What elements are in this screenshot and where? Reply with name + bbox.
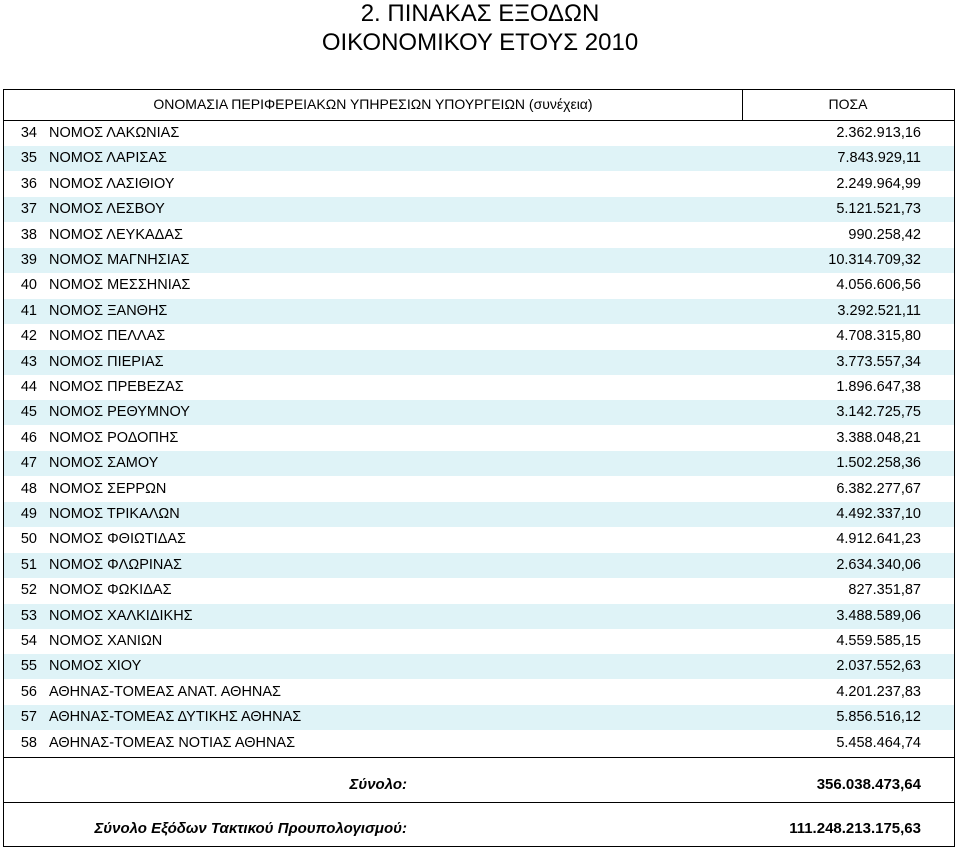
row-number: 54 [20, 633, 37, 649]
grand-total-label: Σύνολο Εξόδων Τακτικού Προυπολογισμού: [94, 820, 407, 837]
row-name: ΝΟΜΟΣ ΠΕΛΛΑΣ [49, 328, 166, 345]
row-number: 48 [20, 480, 37, 497]
row-number: 35 [20, 150, 37, 167]
row-amount: 4.912.641,23 [836, 531, 921, 548]
table-row [4, 400, 954, 425]
row-amount: 1.896.647,38 [836, 379, 921, 395]
table-row [4, 223, 954, 248]
row-name: ΝΟΜΟΣ ΧΑΝΙΩΝ [49, 633, 163, 649]
row-number: 41 [20, 302, 37, 319]
row-number: 52 [20, 582, 37, 599]
row-name: ΝΟΜΟΣ ΧΙΟΥ [49, 658, 142, 675]
table-row [4, 426, 954, 451]
row-name: ΝΟΜΟΣ ΠΡΕΒΕΖΑΣ [49, 379, 184, 395]
row-name: ΑΘΗΝΑΣ-ΤΟΜΕΑΣ ΔΥΤΙΚΗΣ ΑΘΗΝΑΣ [49, 709, 302, 726]
table-header [4, 90, 954, 120]
row-number: 49 [20, 506, 37, 522]
table-row [4, 324, 954, 349]
table-row [4, 375, 954, 400]
row-amount: 6.382.277,67 [836, 480, 921, 497]
row-number: 38 [20, 226, 37, 243]
row-name: ΝΟΜΟΣ ΞΑΝΘΗΣ [49, 302, 168, 319]
row-amount: 827.351,87 [848, 582, 921, 599]
row-name: ΝΟΜΟΣ ΛΑΡΙΣΑΣ [49, 150, 167, 167]
table-row [4, 604, 954, 629]
row-name: ΝΟΜΟΣ ΜΕΣΣΗΝΙΑΣ [49, 277, 191, 294]
row-number: 34 [20, 125, 37, 141]
row-number: 50 [20, 531, 37, 548]
row-amount: 3.488.589,06 [836, 607, 921, 624]
row-number: 58 [20, 734, 37, 751]
row-name: ΝΟΜΟΣ ΛΕΣΒΟΥ [49, 201, 165, 218]
row-amount: 5.458.464,74 [836, 734, 921, 751]
row-number: 46 [20, 429, 37, 446]
row-amount: 3.388.048,21 [836, 429, 921, 446]
table-row [4, 451, 954, 476]
row-amount: 2.362.913,16 [836, 125, 921, 141]
table-row [4, 350, 954, 375]
row-name: ΝΟΜΟΣ ΣΕΡΡΩΝ [49, 480, 167, 497]
page-title-line2: ΟΙΚΟΝΟΜΙΚΟΥ ΕΤΟΥΣ 2010 [321, 29, 639, 56]
row-number: 47 [20, 455, 37, 472]
row-number: 55 [20, 658, 37, 675]
row-amount: 4.492.337,10 [836, 506, 921, 522]
total-label: Σύνολο: [349, 776, 407, 793]
row-amount: 5.121.521,73 [836, 201, 921, 218]
table-row [4, 248, 954, 273]
row-amount: 990.258,42 [848, 226, 921, 243]
row-amount: 3.773.557,34 [836, 353, 921, 370]
row-amount: 3.292.521,11 [837, 302, 921, 319]
row-number: 51 [20, 556, 37, 573]
row-name: ΝΟΜΟΣ ΛΑΚΩΝΙΑΣ [49, 125, 180, 141]
row-amount: 1.502.258,36 [836, 455, 921, 472]
table-row [4, 527, 954, 552]
row-amount: 2.634.340,06 [836, 556, 921, 573]
table-row [4, 172, 954, 197]
table-row [4, 146, 954, 171]
row-name: ΝΟΜΟΣ ΡΟΔΟΠΗΣ [49, 429, 179, 446]
expenses-table [3, 89, 955, 847]
body-bottom-rule [4, 757, 954, 758]
table-row [4, 121, 954, 146]
row-name: ΑΘΗΝΑΣ-ΤΟΜΕΑΣ ΑΝΑΤ. ΑΘΗΝΑΣ [49, 683, 282, 700]
row-amount: 2.037.552,63 [836, 658, 921, 675]
row-number: 44 [20, 379, 37, 395]
grand-total-amount: 111.248.213.175,63 [789, 820, 921, 837]
total-bottom-rule [4, 802, 954, 803]
table-row [4, 553, 954, 578]
row-name: ΑΘΗΝΑΣ-ΤΟΜΕΑΣ ΝΟΤΙΑΣ ΑΘΗΝΑΣ [49, 734, 296, 751]
row-amount: 3.142.725,75 [836, 404, 921, 421]
row-name: ΝΟΜΟΣ ΛΕΥΚΑΔΑΣ [49, 226, 183, 243]
row-amount: 4.056.606,56 [836, 277, 921, 294]
row-name: ΝΟΜΟΣ ΦΩΚΙΔΑΣ [49, 582, 172, 599]
row-number: 53 [20, 607, 37, 624]
row-amount: 4.708.315,80 [836, 328, 921, 345]
row-number: 43 [20, 353, 37, 370]
table-row [4, 502, 954, 527]
row-amount: 4.201.237,83 [836, 683, 921, 700]
header-amount-column: ΠΟΣΑ [828, 96, 868, 112]
page-title-line1: 2. ΠΙΝΑΚΑΣ ΕΞΟΔΩΝ [360, 0, 600, 27]
row-number: 37 [20, 201, 37, 218]
row-number: 45 [20, 404, 37, 421]
row-name: ΝΟΜΟΣ ΦΛΩΡΙΝΑΣ [49, 556, 182, 573]
row-amount: 10.314.709,32 [828, 252, 921, 268]
row-name: ΝΟΜΟΣ ΣΑΜΟΥ [49, 455, 159, 472]
row-number: 57 [20, 709, 37, 726]
header-name-column: ΟΝΟΜΑΣΙΑ ΠΕΡΙΦΕΡΕΙΑΚΩΝ ΥΠΗΡΕΣΙΩΝ ΥΠΟΥΡΓΕΙΩΝ (συνέχεια) [153, 96, 593, 112]
row-amount: 4.559.585,15 [836, 633, 921, 649]
row-name: ΝΟΜΟΣ ΧΑΛΚΙΔΙΚΗΣ [49, 607, 193, 624]
row-name: ΝΟΜΟΣ ΜΑΓΝΗΣΙΑΣ [49, 252, 190, 268]
row-name: ΝΟΜΟΣ ΤΡΙΚΑΛΩΝ [49, 506, 180, 522]
row-name: ΝΟΜΟΣ ΛΑΣΙΘΙΟΥ [49, 175, 175, 192]
table-row [4, 731, 954, 756]
row-amount: 5.856.516,12 [836, 709, 921, 726]
row-number: 56 [20, 683, 37, 700]
table-row [4, 578, 954, 603]
row-number: 40 [20, 277, 37, 294]
table-row [4, 299, 954, 324]
table-row [4, 629, 954, 654]
table-row [4, 654, 954, 679]
table-row [4, 705, 954, 730]
row-number: 36 [20, 175, 37, 192]
row-name: ΝΟΜΟΣ ΠΙΕΡΙΑΣ [49, 353, 164, 370]
row-amount: 7.843.929,11 [837, 150, 921, 167]
row-name: ΝΟΜΟΣ ΦΘΙΩΤΙΔΑΣ [49, 531, 187, 548]
row-number: 39 [20, 252, 37, 268]
table-row [4, 477, 954, 502]
table-row [4, 197, 954, 222]
table-row [4, 273, 954, 298]
total-amount: 356.038.473,64 [816, 776, 921, 793]
row-number: 42 [20, 328, 37, 345]
table-row [4, 680, 954, 705]
row-amount: 2.249.964,99 [836, 175, 921, 192]
row-name: ΝΟΜΟΣ ΡΕΘΥΜΝΟΥ [49, 404, 190, 421]
